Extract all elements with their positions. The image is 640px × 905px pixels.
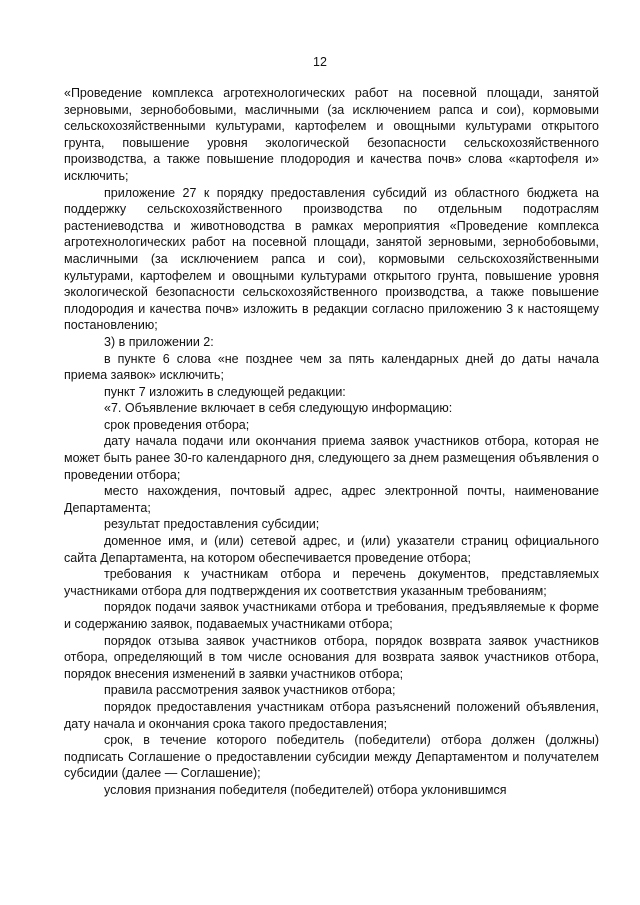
paragraph: приложение 27 к порядку предоставления субсидий из областного бюджета на поддержку сельскохозяйственного производства по отдельным подотраслям растениеводства и животноводства в рамках мероприятия «Проведение комплекса агротехнологических работ на посевной площади, занятой зерновыми, зернобобовыми, масличными (за исключением рапса и сои), кормовыми сельскохозяйственными культурами, картофелем и овощными культурами открытого грунта, повышение уровня экологической безопасности сельскохозяйственного производства, а также повышение плодородия и качества почв» изложить в редакции согласно приложению 3 к настоящему постановлению; — [64, 185, 599, 333]
paragraph: требования к участникам отбора и перечень документов, представляемых участниками отбора для подтверждения их соответствия указанным требованиям; — [64, 567, 599, 598]
paragraph: доменное имя, и (или) сетевой адрес, и (или) указатели страниц официального сайта Департамента, на котором обеспечивается проведение отбора; — [64, 534, 599, 565]
paragraph: место нахождения, почтовый адрес, адрес электронной почты, наименование Департамента; — [64, 484, 599, 515]
paragraph: условия признания победителя (победителей) отбора уклонившимся — [104, 782, 507, 797]
paragraph: срок проведения отбора; — [104, 417, 250, 432]
paragraph: в пункте 6 слова «не позднее чем за пять календарных дней до даты начала приема заявок» исключить; — [64, 351, 599, 383]
paragraph: срок, в течение которого победитель (победители) отбора должен (должны) подписать Соглашение о предоставлении субсидии между Департаментом и получателем субсидии (далее — Соглашение); — [64, 733, 599, 781]
paragraph: порядок отзыва заявок участников отбора, порядок возврата заявок участников отбора, определяющий в том числе основания для возврата заявок участников отбора, порядок внесения изменений в заявки участников отбора; — [64, 633, 599, 681]
paragraph: порядок подачи заявок участниками отбора и требования, предъявляемые к форме и содержанию заявок, подаваемых участниками отбора; — [64, 600, 599, 631]
paragraph: 3) в приложении 2: — [104, 334, 214, 349]
page-number: 12 — [313, 55, 327, 69]
paragraph: дату начала подачи или окончания приема заявок участников отбора, которая не может быть ранее 30-го календарного дня, следующего за днем размещения объявления о проведении отбора; — [64, 434, 599, 482]
paragraph: результат предоставления субсидии; — [104, 517, 320, 532]
paragraph: правила рассмотрения заявок участников отбора; — [104, 683, 396, 698]
paragraph: порядок предоставления участникам отбора разъяснений положений объявления, дату начала и окончания срока такого предоставления; — [64, 699, 599, 731]
paragraph: пункт 7 изложить в следующей редакции: — [104, 384, 346, 399]
paragraph: «Проведение комплекса агротехнологических работ на посевной площади, занятой зерновыми, зернобобовыми, масличными (за исключением рапса и сои), кормовыми сельскохозяйственными культурами, картофелем и овощными культурами открытого грунта, повышение уровня экологической безопасности сельскохозяйственного производства, а также повышение плодородия и качества почв» слова «картофеля и» исключить; — [64, 86, 599, 183]
document-body — [64, 85, 599, 799]
paragraph: «7. Объявление включает в себя следующую информацию: — [104, 401, 453, 416]
